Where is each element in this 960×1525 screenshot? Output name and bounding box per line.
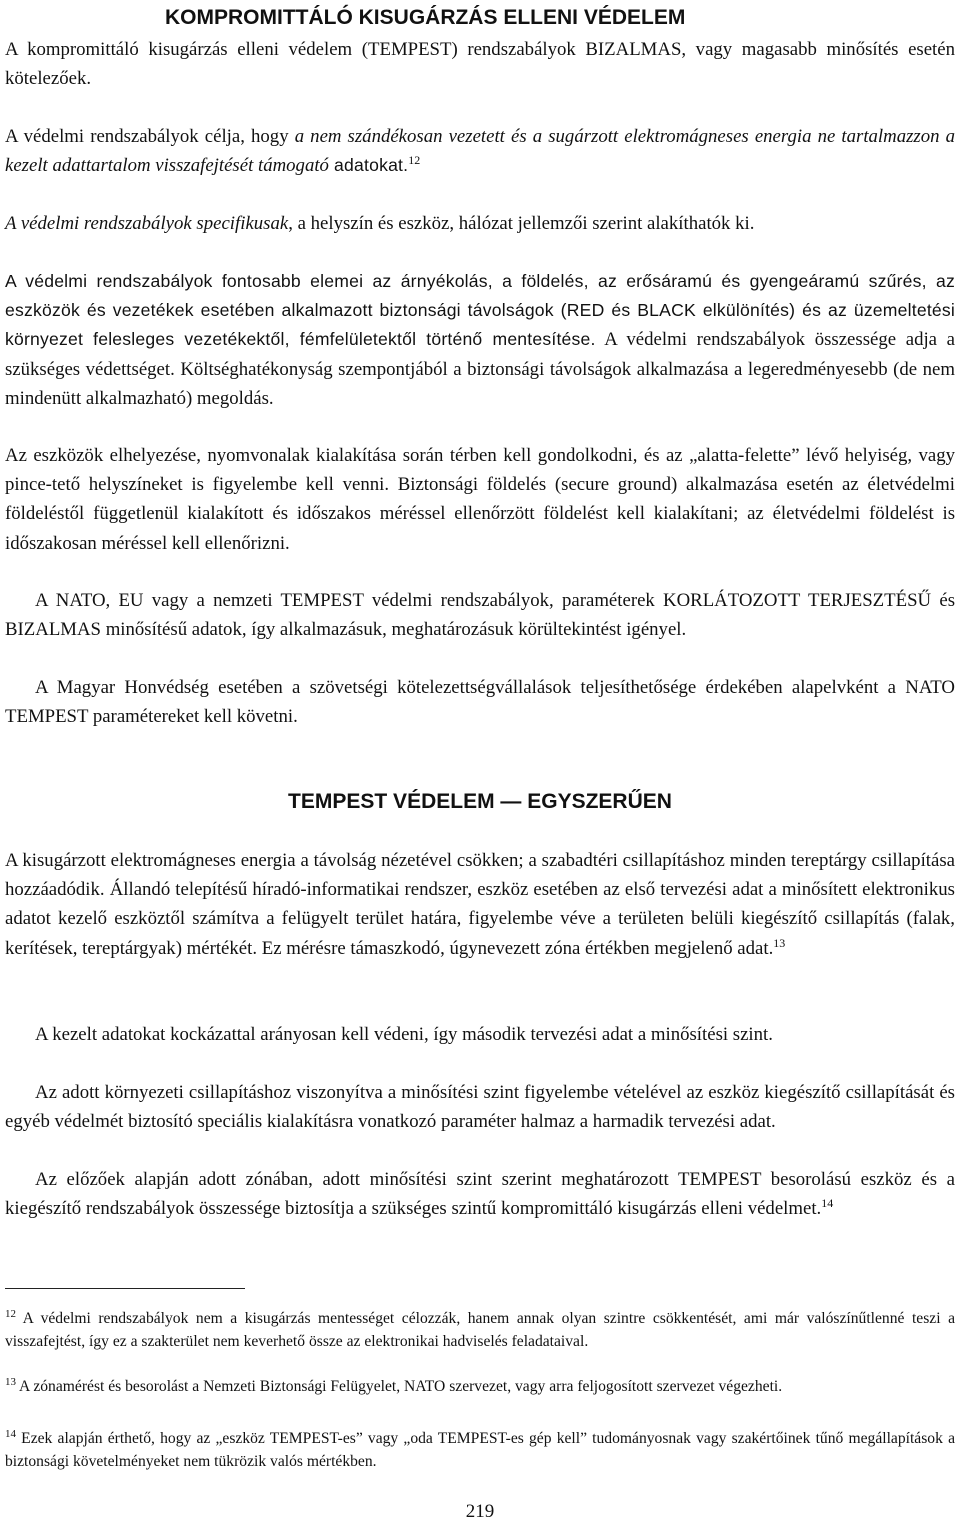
paragraph-placement: Az eszközök elhelyezése, nyomvonalak kialakítása során térben kell gondolkodni, és az „alatta-felette” lévő helyiség, vagy pince-tető helyszíneket is figyelembe kell venni. Biztonsági földelés (secure ground) alkalmazása esetén az életvédelmi földeléstől függetlenül kialakított és időszakos méréssel ellenőrzött földelést kell kialakítani; az életvédelmi földelést is időszakosan méréssel kell ellenőrizni. — [5, 445, 955, 554]
footnote-number: 13 — [5, 1376, 16, 1388]
paragraph-text: adatokat. — [328, 155, 409, 176]
paragraph-specific — [5, 209, 955, 238]
section-heading: TEMPEST VÉDELEM — EGYSZERŰEN — [288, 790, 672, 813]
paragraph-text: Az előzőek alapján adott zónában, adott minősítési szint szerint meghatározott TEMPEST besorolású eszköz és a kiegészítő rendszabályok összessége biztosítja a szükséges szintű kompromittáló kisugárzás elleni védelmet. — [5, 1169, 955, 1220]
footnote-divider — [5, 1288, 245, 1289]
footnote — [5, 1376, 955, 1399]
paragraph-text: A védelmi rendszabályok fontosabb elemei az árnyékolás, a földelés, az erősáramú és gyengeáramú szűrés, az eszközök és vezetékek esetében alkalmazott biztonsági távolságok (RED és BLACK elkülönítés) és az üzemeltetési környezet felesleges vezetékektől, fémfelületektől történő mentesítése. — [5, 271, 955, 350]
footnote-text: Ezek alapján érthető, hogy az „eszköz TEMPEST-es” vagy „oda TEMPEST-es gép kell” tudományosnak vagy szakértőinek tűnő megállapítások a biztonsági követelményeket nem tükrözik valós mértékben. — [5, 1430, 955, 1470]
footnote — [5, 1428, 955, 1473]
paragraph-text: A védelmi rendszabályok összessége adja a szükséges védettséget. Költséghatékonyság szempontjából a biztonsági távolságok alkalmazása a legeredményesebb (de nem mindenütt alkalmazható) megoldás. — [5, 329, 956, 409]
footnote-ref: 13 — [773, 935, 786, 950]
footnote-text: A zónamérést és besorolást a Nemzeti Biztonsági Felügyelet, NATO szervezet, vagy arra feljogosított szervezet végezheti. — [16, 1378, 783, 1395]
footnote-text: A védelmi rendszabályok nem a kisugárzás mentességet célozzák, hanem annak olyan szintre csökkentését, ami már valószínűtlenné teszi a visszafejtést, így ez a szakterület nem keverhető össze az elektronikai hadviselés feladataival. — [5, 1310, 955, 1350]
paragraph-summary — [5, 1165, 955, 1223]
emphasis-text: A védelmi rendszabályok specifikusak — [5, 213, 289, 234]
paragraph-energy — [5, 846, 955, 963]
emphasis-text: a nem szándékosan vezetett és a sugárzott elektromágneses energia ne tartalmazzon a kezelt adattartalom visszafejtését támogató — [5, 126, 955, 177]
paragraph-risk: A kezelt adatokat kockázattal arányosan kell védeni, így második tervezési adat a minősítési szint. — [35, 1024, 773, 1045]
paragraph-parameters: Az adott környezeti csillapításhoz viszonyítva a minősítési szint figyelembe vételével az eszköz kiegészítő csillapítását és egyéb védelmét biztosító speciális kialakításra vonatkozó paraméter halmaz a harmadik tervezési adat. — [5, 1082, 955, 1133]
paragraph-classification: A NATO, EU vagy a nemzeti TEMPEST védelmi rendszabályok, paraméterek KORLÁTOZOTT TERJESZTÉSŰ és BIZALMAS minősítésű adatok, így alkalmazásuk, meghatározásuk körültekintést igényel. — [5, 590, 955, 641]
section-heading: KOMPROMITTÁLÓ KISUGÁRZÁS ELLENI VÉDELEM — [165, 6, 686, 29]
footnote-number: 12 — [5, 1308, 16, 1320]
paragraph-text: A védelmi rendszabályok célja, hogy — [5, 126, 295, 147]
footnote-ref: 12 — [408, 153, 421, 168]
paragraph-text: A kisugárzott elektromágneses energia a távolság nézetével csökken; a szabadtéri csillapításhoz minden tereptárgy csillapítása hozzáadódik. Állandó telepítésű híradó-informatikai rendszer, eszköz esetében az első tervezési adat a minősített elektronikus adatot kezelő eszköztől számítva a felügyelt terület határa, figyelembe véve a területen belüli kiegészítő csillapítás (falak, kerítések, tereptárgyak) mértékét. Ez mérésre támaszkodó, úgynevezett zóna értékben megjelenő adat. — [5, 850, 955, 959]
footnote — [5, 1308, 955, 1353]
paragraph-hungarian-defence: A Magyar Honvédség esetében a szövetségi kötelezettségvállalások teljesíthetősége érdekében alapelvként a NATO TEMPEST paramétereket kell követni. — [5, 677, 955, 728]
paragraph-text: , a helyszín és eszköz, hálózat jellemzői szerint alakíthatók ki. — [288, 213, 755, 234]
page-number: 219 — [465, 1501, 495, 1522]
paragraph-purpose — [5, 122, 955, 180]
paragraph-mandatory-scope: A kompromittáló kisugárzás elleni védelem (TEMPEST) rendszabályok BIZALMAS, vagy magasabb minősítés esetén kötelezőek. — [5, 39, 955, 90]
footnote-number: 14 — [5, 1428, 16, 1440]
paragraph-elements — [5, 267, 955, 413]
footnote-ref: 14 — [821, 1196, 834, 1211]
